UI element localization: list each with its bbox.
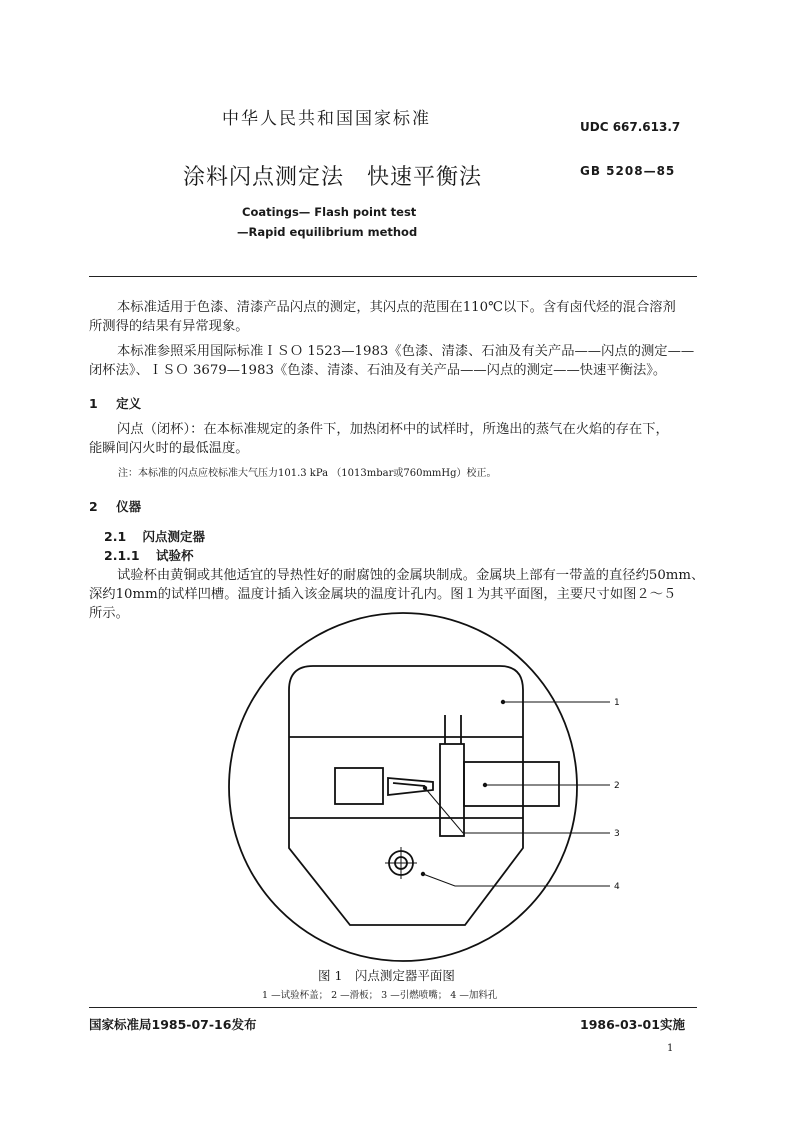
intro-p2-line1: 本标准参照采用国际标准ＩＳＯ 1523—1983《色漆、清漆、石油及有关产品——闪点的测定—— — [117, 344, 695, 359]
callout-label-4: 4 — [614, 882, 620, 892]
leader-dot-3 — [423, 786, 427, 790]
leader-dot-4 — [421, 872, 425, 876]
test-cup-line2: 深约10mm的试样凹槽。温度计插入该金属块的温度计孔内。图１为其平面图，主要尺寸如图２～５ — [89, 587, 677, 602]
definition-note: 注：本标准的闪点应校标准大气压力101.3 kPa （1013mbar或760mmHg）校正。 — [118, 468, 497, 479]
intro-paragraph-1 — [89, 298, 709, 336]
subsection-2-1-1-heading — [104, 546, 193, 564]
effective-date: 1986-03-01实施 — [580, 1017, 685, 1032]
flash-point-tester-plan-diagram — [225, 610, 655, 970]
leader-line-3 — [425, 788, 610, 833]
intro-p2-line2: 闭杯法》、ＩＳＯ 3679—1983《色漆、清漆、石油及有关产品——闪点的测定——快速平衡法》。 — [89, 363, 667, 378]
document-title-cn: 涂料闪点测定法 快速平衡法 — [183, 165, 483, 190]
definition-line1: 闪点（闭杯）：在本标准规定的条件下，加热闭杯中的试样时，所逸出的蒸气在火焰的存在下， — [117, 422, 669, 437]
issuing-authority: 中华人民共和国国家标准 — [222, 109, 431, 129]
subsection-2-1-title: 闪点测定器 — [142, 529, 206, 544]
section-1-heading — [89, 394, 141, 412]
test-cup-line3: 所示。 — [89, 606, 129, 621]
udc-code: UDC 667.613.7 — [580, 120, 681, 134]
footer-divider — [89, 1007, 697, 1008]
leader-line-4 — [423, 874, 610, 886]
subsection-2-1-1-number: 2.1.1 — [104, 548, 140, 563]
document-title-en-line2: —Rapid equilibrium method — [237, 225, 418, 239]
subsection-2-1-1-title: 试验杯 — [155, 548, 194, 563]
figure-caption: 图 1 闪点测定器平面图 — [318, 968, 455, 983]
callout-label-2: 2 — [614, 781, 620, 791]
section-1-number: 1 — [89, 396, 98, 411]
intro-paragraph-2 — [89, 342, 709, 380]
section-2-title: 仪器 — [116, 499, 142, 514]
definition-paragraph — [89, 420, 709, 458]
section-2-number: 2 — [89, 499, 98, 514]
slide-handle — [464, 762, 559, 806]
slide-block — [440, 744, 464, 836]
subsection-2-1-heading — [104, 527, 205, 545]
section-2-heading — [89, 497, 141, 515]
figure-legend: 1 —试验杯盖； 2 —滑板； 3 —引燃喷嘴； 4 —加料孔 — [262, 990, 498, 1001]
callout-label-3: 3 — [614, 829, 620, 839]
intro-p1-line1: 本标准适用于色漆、清漆产品闪点的测定，其闪点的范围在110℃以下。含有卤代烃的混合溶剂 — [117, 300, 676, 315]
page-number: 1 — [667, 1043, 674, 1054]
intro-p1-line2: 所测得的结果有异常现象。 — [89, 319, 249, 334]
leader-dot-2 — [483, 783, 487, 787]
callout-label-1: 1 — [614, 698, 620, 708]
test-cup-line1: 试验杯由黄铜或其他适宜的导热性好的耐腐蚀的金属块制成。金属块上部有一带盖的直径约50mm、 — [117, 568, 705, 583]
lid-aperture — [335, 768, 383, 804]
document-title-en-line1: Coatings— Flash point test — [242, 205, 417, 219]
definition-line2: 能瞬间闪火时的最低温度。 — [89, 441, 249, 456]
section-1-title: 定义 — [116, 396, 142, 411]
subsection-2-1-number: 2.1 — [104, 529, 127, 544]
pilot-jet-bore — [393, 783, 425, 786]
header-divider — [89, 276, 697, 277]
leader-dot-1 — [501, 700, 505, 704]
standard-number: GB 5208—85 — [580, 164, 676, 178]
issued-date: 国家标准局1985-07-16发布 — [89, 1017, 257, 1032]
